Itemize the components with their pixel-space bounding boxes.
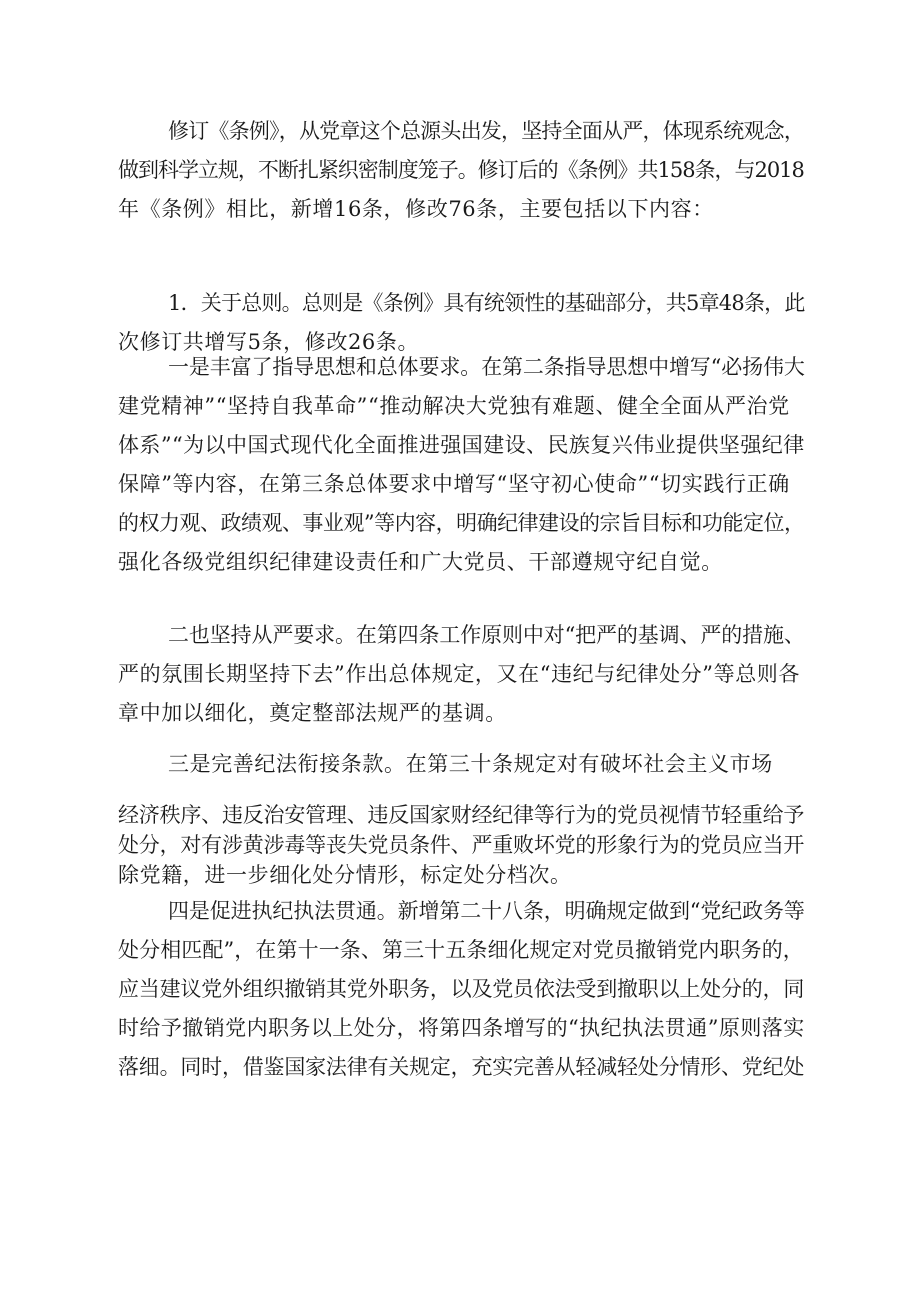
- text-line: 处分，对有涉黄涉毒等丧失党员条件、严重败坏党的形象行为的党员应当开: [118, 833, 805, 857]
- text-line: 二也坚持从严要求。在第四条工作原则中对“把严的基调、严的措施、: [168, 623, 805, 647]
- text-line: 应当建议党外组织撤销其党外职务，以及党员依法受到撤职以上处分的，同: [118, 977, 805, 1001]
- text-line: 做到科学立规，不断扎紧织密制度笼子。修订后的《条例》共158条，与2018: [118, 158, 804, 182]
- text-line: 体系”“为以中国式现代化全面推进强国建设、民族复兴伟业提供坚强纪律: [118, 433, 805, 457]
- text-line: 经济秩序、违反治安管理、违反国家财经纪律等行为的党员视情节轻重给予: [118, 803, 805, 827]
- text-line: 修订《条例》，从党章这个总源头出发，坚持全面从严，体现系统观念，: [168, 119, 805, 143]
- text-line: 年《条例》相比，新增16条，修改76条，主要包括以下内容：: [118, 197, 714, 221]
- text-line: 处分相匹配”，在第十一条、第三十五条细化规定对党员撤销党内职务的，: [118, 938, 804, 962]
- text-line: 强化各级党组织纪律建设责任和广大党员、干部遵规守纪自觉。: [118, 550, 723, 574]
- text-line: 的权力观、政绩观、事业观”等内容，明确纪律建设的宗旨目标和功能定位，: [118, 511, 805, 535]
- text-line: 时给予撤销党内职务以上处分，将第四条增写的“执纪执法贯通”原则落实: [118, 1016, 805, 1040]
- paragraph-strict-requirements: [118, 616, 806, 733]
- text-line: 保障”等内容，在第三条总体要求中增写“坚守初心使命”“切实践行正确: [118, 472, 790, 496]
- paragraph-discipline-enforcement: [118, 892, 806, 1087]
- text-line: 次修订共增写5条，修改26条。: [118, 330, 420, 354]
- text-line: 落细。同时，借鉴国家法律有关规定，充实完善从轻减轻处分情形、党纪处: [118, 1055, 805, 1079]
- text-line: 章中加以细化，奠定整部法规严的基调。: [118, 701, 507, 725]
- paragraph-revision-overview: [118, 112, 806, 229]
- paragraph-law-connection: [118, 742, 806, 786]
- text-line: 三是完善纪法衔接条款。在第三十条规定对有破坏社会主义市场: [168, 752, 773, 776]
- text-line: 四是促进执纪执法贯通。新增第二十八条，明确规定做到“党纪政务等: [168, 899, 805, 923]
- text-line: 1．关于总则。总则是《条例》具有统领性的基础部分，共5章48条，此: [168, 291, 805, 315]
- paragraph-law-connection-continued: [118, 800, 806, 890]
- text-line: 建党精神”“坚持自我革命”“推动解决大党独有难题、健全全面从严治党: [118, 394, 790, 418]
- text-line: 除党籍，进一步细化处分情形，标定处分档次。: [118, 863, 572, 887]
- paragraph-guiding-thought: [118, 348, 806, 582]
- text-line: 一是丰富了指导思想和总体要求。在第二条指导思想中增写“必扬伟大: [168, 355, 805, 379]
- text-line: 严的氛围长期坚持下去”作出总体规定，又在“违纪与纪律处分”等总则各: [118, 662, 801, 686]
